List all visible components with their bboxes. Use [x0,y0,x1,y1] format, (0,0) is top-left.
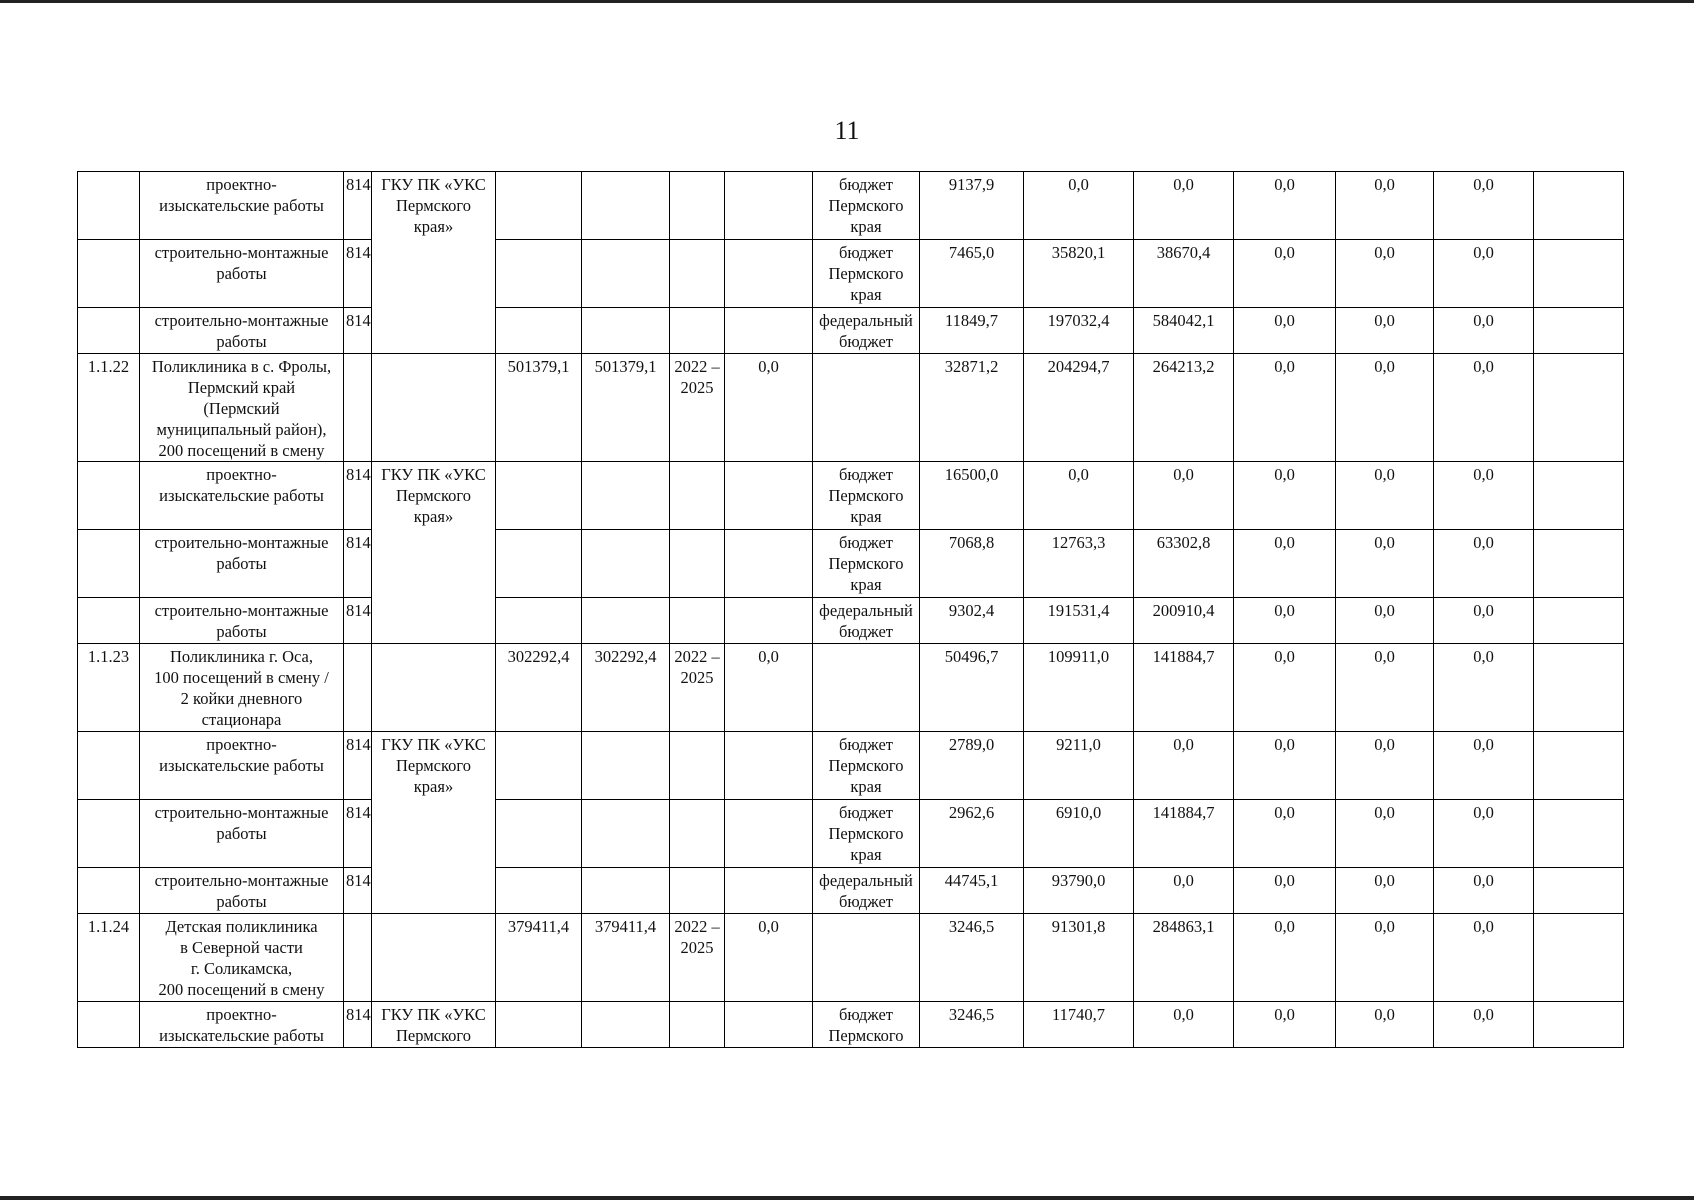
work-type: строительно-монтажные работы [140,868,344,914]
subrow [78,530,1624,598]
year-value: 264213,2 [1134,354,1234,462]
empty-cell [670,1002,725,1048]
year-value: 63302,8 [1134,530,1234,598]
empty-cell [496,462,582,530]
year-value: 0,0 [1336,240,1434,308]
year-value: 204294,7 [1024,354,1134,462]
empty-cell [496,598,582,644]
code-cell: 814 [344,732,372,800]
row-number [78,732,140,800]
year-value: 584042,1 [1134,308,1234,354]
estimated-cost: 379411,4 [582,914,670,1002]
year-value: 0,0 [1336,644,1434,732]
row-number [78,240,140,308]
subrow [78,868,1624,914]
year-value: 141884,7 [1134,644,1234,732]
year-value: 3246,5 [920,1002,1024,1048]
code-cell: 814 [344,800,372,868]
year-value: 0,0 [1434,172,1534,240]
subrow [78,240,1624,308]
year-value: 141884,7 [1134,800,1234,868]
funding-source: бюджет Пермского края [813,732,920,800]
funding-source: бюджет Пермского края [813,240,920,308]
row-number [78,308,140,354]
year-value: 197032,4 [1024,308,1134,354]
year-value: 0,0 [1434,308,1534,354]
funding-source [813,644,920,732]
subrow [78,1002,1624,1048]
year-value: 0,0 [1336,800,1434,868]
year-value: 0,0 [1336,914,1434,1002]
year-value: 0,0 [1234,800,1336,868]
prior-funding: 0,0 [725,354,813,462]
year-value: 44745,1 [920,868,1024,914]
work-type: проектно- изыскательские работы [140,462,344,530]
year-value: 0,0 [1336,354,1434,462]
empty-cell [582,462,670,530]
row-number [78,530,140,598]
empty-cell [1534,868,1624,914]
empty-cell [496,732,582,800]
year-value: 9137,9 [920,172,1024,240]
row-number [78,868,140,914]
code-cell: 814 [344,240,372,308]
empty-cell [582,732,670,800]
year-value: 3246,5 [920,914,1024,1002]
total-cost: 501379,1 [496,354,582,462]
year-value: 0,0 [1336,598,1434,644]
funding-source: бюджет Пермского края [813,800,920,868]
year-value: 93790,0 [1024,868,1134,914]
total-cost: 379411,4 [496,914,582,1002]
year-value: 0,0 [1234,240,1336,308]
empty-cell [1534,462,1624,530]
empty-cell [725,240,813,308]
year-value: 7465,0 [920,240,1024,308]
year-value: 0,0 [1024,172,1134,240]
code-cell: 814 [344,172,372,240]
code-cell: 814 [344,530,372,598]
code-cell: 814 [344,868,372,914]
row-number [78,172,140,240]
year-value: 0,0 [1234,732,1336,800]
work-type: строительно-монтажные работы [140,800,344,868]
year-value: 32871,2 [920,354,1024,462]
year-value: 0,0 [1234,308,1336,354]
code-cell [344,914,372,1002]
empty-cell [1534,172,1624,240]
year-value: 0,0 [1134,732,1234,800]
year-value: 0,0 [1434,868,1534,914]
work-type: строительно-монтажные работы [140,598,344,644]
code-cell [344,354,372,462]
empty-cell [670,462,725,530]
row-number [78,598,140,644]
year-value: 0,0 [1434,530,1534,598]
budget-table [77,171,1624,1048]
year-value: 0,0 [1134,172,1234,240]
year-value: 0,0 [1234,530,1336,598]
object-name: Детская поликлиника в Северной части г. Соликамска, 200 посещений в смену [140,914,344,1002]
year-value: 0,0 [1234,462,1336,530]
customer-cell: ГКУ ПК «УКС Пермского края» [372,462,496,644]
prior-funding: 0,0 [725,914,813,1002]
year-value: 91301,8 [1024,914,1134,1002]
year-value: 0,0 [1336,308,1434,354]
year-value: 0,0 [1434,462,1534,530]
year-value: 200910,4 [1134,598,1234,644]
prior-funding: 0,0 [725,644,813,732]
work-type: строительно-монтажные работы [140,530,344,598]
year-value: 0,0 [1234,914,1336,1002]
empty-cell [496,530,582,598]
year-value: 0,0 [1336,732,1434,800]
year-value: 0,0 [1336,868,1434,914]
empty-cell [725,462,813,530]
empty-cell [670,868,725,914]
year-value: 0,0 [1434,732,1534,800]
row-number: 1.1.24 [78,914,140,1002]
empty-cell [1534,308,1624,354]
year-value: 2789,0 [920,732,1024,800]
customer-cell: ГКУ ПК «УКС Пермского [372,1002,496,1048]
year-value: 191531,4 [1024,598,1134,644]
year-value: 50496,7 [920,644,1024,732]
object-name: Поликлиника г. Оса, 100 посещений в смену / 2 койки дневного стационара [140,644,344,732]
funding-source: бюджет Пермского края [813,530,920,598]
customer-cell [372,644,496,732]
year-value: 11849,7 [920,308,1024,354]
empty-cell [582,598,670,644]
empty-cell [496,172,582,240]
year-value: 0,0 [1234,354,1336,462]
empty-cell [496,240,582,308]
construction-period: 2022 – 2025 [670,914,725,1002]
empty-cell [670,800,725,868]
empty-cell [670,732,725,800]
year-value: 0,0 [1336,1002,1434,1048]
year-value: 16500,0 [920,462,1024,530]
empty-cell [1534,354,1624,462]
funding-source [813,914,920,1002]
year-value: 0,0 [1434,644,1534,732]
year-value: 7068,8 [920,530,1024,598]
year-value: 0,0 [1434,240,1534,308]
empty-cell [670,240,725,308]
year-value: 9302,4 [920,598,1024,644]
code-cell: 814 [344,1002,372,1048]
row-number [78,1002,140,1048]
funding-source: бюджет Пермского края [813,172,920,240]
funding-source: федеральный бюджет [813,308,920,354]
subrow [78,308,1624,354]
empty-cell [582,172,670,240]
year-value: 0,0 [1434,598,1534,644]
work-type: строительно-монтажные работы [140,308,344,354]
empty-cell [725,1002,813,1048]
year-value: 38670,4 [1134,240,1234,308]
object-name: Поликлиника в с. Фролы, Пермский край (Пермский муниципальный район), 200 посещений в смену [140,354,344,462]
customer-cell [372,914,496,1002]
empty-cell [582,800,670,868]
empty-cell [725,172,813,240]
funding-source [813,354,920,462]
object-row [78,644,1624,732]
empty-cell [725,732,813,800]
empty-cell [582,308,670,354]
object-row [78,914,1624,1002]
year-value: 9211,0 [1024,732,1134,800]
empty-cell [725,868,813,914]
empty-cell [1534,644,1624,732]
funding-source: бюджет Пермского края [813,462,920,530]
subrow [78,800,1624,868]
construction-period: 2022 – 2025 [670,644,725,732]
work-type: проектно- изыскательские работы [140,1002,344,1048]
empty-cell [496,800,582,868]
empty-cell [1534,914,1624,1002]
year-value: 0,0 [1134,1002,1234,1048]
empty-cell [496,308,582,354]
year-value: 284863,1 [1134,914,1234,1002]
empty-cell [725,530,813,598]
year-value: 0,0 [1336,172,1434,240]
year-value: 0,0 [1434,800,1534,868]
subrow [78,172,1624,240]
year-value: 0,0 [1024,462,1134,530]
empty-cell [670,598,725,644]
code-cell: 814 [344,598,372,644]
subrow [78,598,1624,644]
estimated-cost: 501379,1 [582,354,670,462]
year-value: 35820,1 [1024,240,1134,308]
year-value: 2962,6 [920,800,1024,868]
funding-source: федеральный бюджет [813,598,920,644]
year-value: 0,0 [1434,1002,1534,1048]
page-top-edge [0,0,1694,3]
funding-source: бюджет Пермского [813,1002,920,1048]
construction-period: 2022 – 2025 [670,354,725,462]
object-row [78,354,1624,462]
empty-cell [1534,598,1624,644]
estimated-cost: 302292,4 [582,644,670,732]
row-number [78,800,140,868]
empty-cell [582,530,670,598]
subrow [78,732,1624,800]
row-number: 1.1.22 [78,354,140,462]
empty-cell [725,308,813,354]
year-value: 109911,0 [1024,644,1134,732]
empty-cell [496,868,582,914]
year-value: 0,0 [1134,868,1234,914]
empty-cell [1534,1002,1624,1048]
empty-cell [670,172,725,240]
customer-cell [372,354,496,462]
work-type: строительно-монтажные работы [140,240,344,308]
year-value: 0,0 [1134,462,1234,530]
empty-cell [1534,732,1624,800]
empty-cell [725,800,813,868]
empty-cell [496,1002,582,1048]
year-value: 0,0 [1336,530,1434,598]
empty-cell [1534,240,1624,308]
year-value: 0,0 [1336,462,1434,530]
year-value: 11740,7 [1024,1002,1134,1048]
year-value: 0,0 [1234,1002,1336,1048]
year-value: 12763,3 [1024,530,1134,598]
page-bottom-edge [0,1196,1694,1200]
empty-cell [582,1002,670,1048]
year-value: 6910,0 [1024,800,1134,868]
year-value: 0,0 [1434,354,1534,462]
year-value: 0,0 [1234,644,1336,732]
empty-cell [582,240,670,308]
subrow [78,462,1624,530]
empty-cell [1534,530,1624,598]
empty-cell [725,598,813,644]
year-value: 0,0 [1234,868,1336,914]
code-cell: 814 [344,308,372,354]
empty-cell [670,530,725,598]
row-number: 1.1.23 [78,644,140,732]
row-number [78,462,140,530]
funding-source: федеральный бюджет [813,868,920,914]
customer-cell: ГКУ ПК «УКС Пермского края» [372,172,496,354]
customer-cell: ГКУ ПК «УКС Пермского края» [372,732,496,914]
empty-cell [670,308,725,354]
total-cost: 302292,4 [496,644,582,732]
page-number: 11 [834,116,860,145]
year-value: 0,0 [1234,598,1336,644]
empty-cell [582,868,670,914]
work-type: проектно- изыскательские работы [140,172,344,240]
code-cell: 814 [344,462,372,530]
empty-cell [1534,800,1624,868]
work-type: проектно- изыскательские работы [140,732,344,800]
code-cell [344,644,372,732]
year-value: 0,0 [1234,172,1336,240]
year-value: 0,0 [1434,914,1534,1002]
